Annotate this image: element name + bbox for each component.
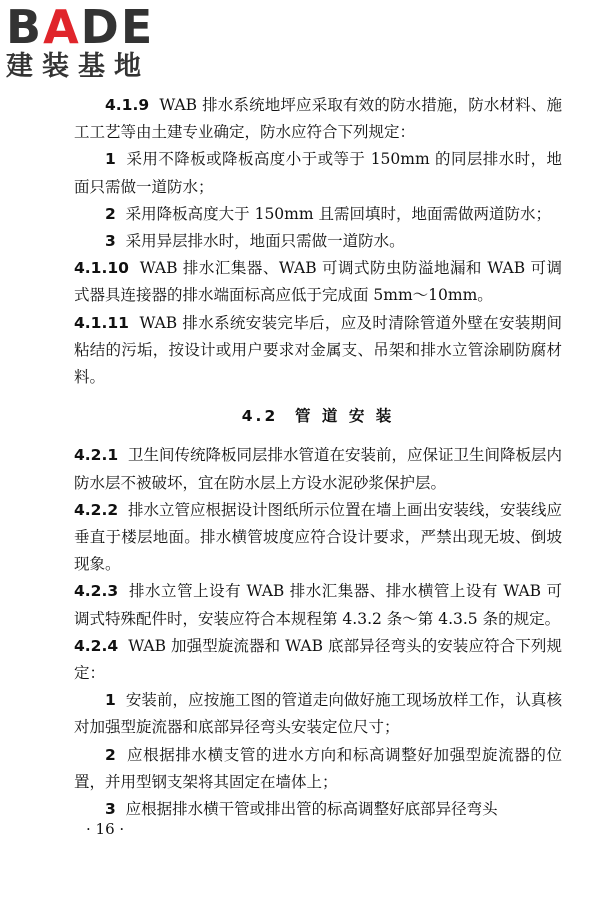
clause-number: 4.1.11 [74, 313, 129, 332]
section-heading: 管 道 安 装 [295, 407, 395, 426]
document-body [74, 92, 562, 823]
clause-4-2-3 [74, 578, 562, 632]
bade-logo [6, 0, 176, 88]
clause-4-1-9-item-2 [74, 201, 562, 228]
clause-4-1-11 [74, 310, 562, 392]
item-text: 应根据排水横支管的进水方向和标高调整好加强型旋流器的位置，并用型钢支架将其固定在墙体上； [74, 745, 562, 791]
item-number: 3 [105, 800, 116, 819]
clause-text: 排水立管应根据设计图纸所示位置在墙上画出安装线，安装线应垂直于楼层地面。排水横管坡度应符合设计要求，严禁出现无坡、倒坡现象。 [74, 500, 563, 574]
logo-letters-b: B [6, 0, 44, 54]
clause-text: WAB 排水汇集器、WAB 可调式防虫防溢地漏和 WAB 可调式器具连接器的排水端面标高应低于完成面 5mm～10mm。 [74, 259, 562, 305]
logo-subtitle: 建装基地 [6, 51, 150, 82]
item-text: 应根据排水横干管或排出管的标高调整好底部异径弯头 [125, 800, 498, 819]
clause-4-2-4-item-2 [74, 742, 562, 796]
clause-4-2-1 [74, 442, 562, 496]
clause-4-1-9 [74, 92, 562, 146]
item-number: 1 [105, 150, 116, 169]
clause-number: 4.1.9 [105, 96, 150, 114]
clause-text: 排水立管上设有 WAB 排水汇集器、排水横管上设有 WAB 可调式特殊配件时，安装应符合本规程第 4.3.2 条～第 4.3.5 条的规定。 [74, 582, 563, 628]
item-text: 采用降板高度大于 150mm 且需回填时，地面需做两道防水； [125, 204, 551, 223]
item-text: 安装前，应按施工图的管道走向做好施工现场放样工作，认真核对加强型旋流器和底部异径弯头安装定位尺寸； [74, 691, 562, 737]
clause-number: 4.2.2 [74, 500, 119, 519]
logo-letters-de: DE [80, 0, 155, 54]
item-number: 2 [105, 745, 116, 764]
clause-text: 卫生间传统降板同层排水管道在安装前，应保证卫生间降板层内防水层不被破坏，宜在防水层上方设水泥砂浆保护层。 [74, 446, 563, 492]
clause-4-2-4 [74, 633, 562, 687]
item-text: 采用异层排水时，地面只需做一道防水。 [125, 232, 405, 251]
clause-number: 4.1.10 [74, 259, 129, 278]
item-text: 采用不降板或降板高度小于或等于 150mm 的同层排水时，地面只需做一道防水； [74, 150, 562, 196]
clause-4-2-4-item-3 [74, 796, 562, 823]
clause-text: WAB 排水系统安装完毕后，应及时清除管道外壁在安装期间粘结的污垢，按设计或用户要求对金属支、吊架和排水立管涂刷防腐材料。 [74, 313, 562, 387]
logo-wordmark [6, 0, 176, 54]
logo-letter-a: A [43, 0, 81, 54]
clause-4-2-2 [74, 497, 562, 579]
clause-number: 4.2.3 [74, 582, 119, 601]
item-number: 1 [105, 691, 116, 710]
clause-number: 4.2.4 [74, 636, 119, 655]
page-number: · 16 · [86, 820, 125, 838]
section-number: 4.2 [241, 407, 279, 426]
clause-4-1-10 [74, 255, 562, 309]
clause-text: WAB 加强型旋流器和 WAB 底部异径弯头的安装应符合下列规定： [74, 636, 562, 683]
section-title-4-2 [74, 403, 562, 430]
clause-4-2-4-item-1 [74, 687, 562, 741]
clause-number: 4.2.1 [74, 446, 119, 465]
item-number: 2 [105, 204, 116, 223]
item-number: 3 [105, 232, 116, 251]
clause-4-1-9-item-1 [74, 146, 562, 200]
clause-4-1-9-item-3 [74, 228, 562, 255]
clause-text: WAB 排水系统地坪应采取有效的防水措施，防水材料、施工工艺等由土建专业确定，防水应符合下列规定： [74, 96, 562, 142]
